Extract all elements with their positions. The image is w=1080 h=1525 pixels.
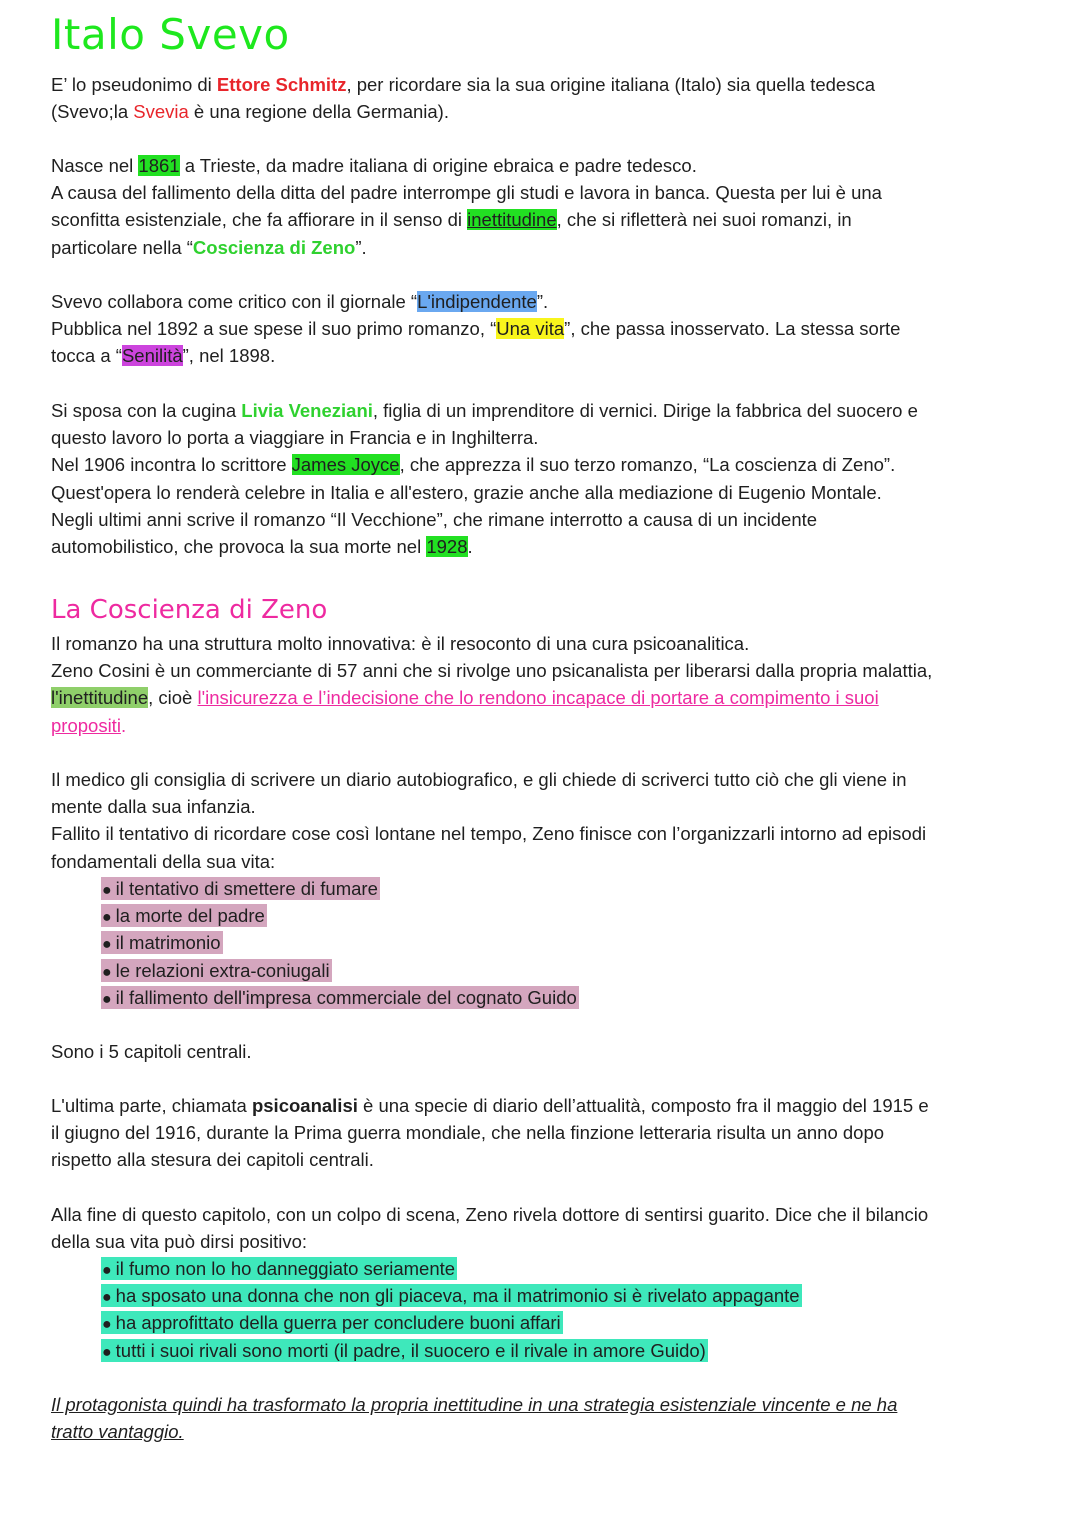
list-item: ● tutti i suoi rivali sono morti (il padre, il suocero e il rivale in amore Guido) <box>102 1339 706 1361</box>
wife-name: Livia Veneziani <box>241 400 373 421</box>
section-title: La Coscienza di Zeno <box>51 595 328 625</box>
intro-paragraph: E’ lo pseudonimo di Ettore Schmitz, per ricordare sia la sua origine italiana (Italo) sia quella tedesca (Svevo;la Svevia è una regione della Germania). <box>51 74 876 123</box>
chapters-note: Sono i 5 capitoli centrali. <box>51 1041 252 1062</box>
joyce-name: James Joyce <box>291 454 400 476</box>
bullet-icon: ● <box>102 1289 112 1307</box>
definition-text-end: propositi <box>51 714 121 736</box>
svevia-term: Svevia <box>133 101 189 123</box>
birth-year: 1861 <box>138 155 180 176</box>
bullet-icon: ● <box>102 909 112 927</box>
list-item: ● il tentativo di smettere di fumare <box>102 878 378 899</box>
page-title: Italo Svevo <box>51 10 290 59</box>
list-item: ● il fallimento dell'impresa commerciale del cognato Guido <box>102 986 577 1008</box>
novel-senilita: Senilità <box>121 345 183 367</box>
bullet-icon: ● <box>102 1262 112 1279</box>
episodes-list <box>101 875 579 1011</box>
list-item: ● il fumo non lo ho danneggiato seriamente <box>102 1258 456 1279</box>
life-paragraph: Si sposa con la cugina Livia Veneziani, figlia di un imprenditore di vernici. Dirige la fabbrica del suocero e questo lavoro lo porta a viaggiare in Francia e in Inghilterra. Nel 1906 incontra lo scrittore James Joyce, che apprezza il suo terzo romanzo, “La coscienza di Zeno”. Quest'opera lo renderà celebre in Italia e all'estero, grazie anche alla mediazione di Eugenio Montale. Negli ultimi anni scrive il romanzo “Il Vecchione”, che rimane interrotto a causa di un incidente automobilistico, che provoca la sua morte nel 1928. <box>51 400 918 557</box>
conclusion-paragraph: Il protagonista quindi ha trasformato la propria inettitudine in una strategia esistenziale vincente e ne ha tratto vantaggio. <box>51 1394 898 1443</box>
bullet-icon: ● <box>102 1343 112 1361</box>
structure-paragraph: Il romanzo ha una struttura molto innovativa: è il resoconto di una cura psicoanalitica. Zeno Cosini è un commerciante di 57 anni che si rivolge uno psicanalista per liberarsi dalla propria malattia, l'inettitudine, cioè l'insicurezza e l’indecisione che lo rendono incapace di portare a compimento i suoi propositi. <box>51 633 933 736</box>
inettitudine-highlight: l'inettitudine <box>51 687 149 709</box>
bullet-icon: ● <box>102 936 112 954</box>
ending-paragraph: Alla fine di questo capitolo, con un colpo di scena, Zeno rivela dottore di sentirsi guarito. Dice che il bilancio della sua vita può dirsi positivo: <box>51 1204 929 1253</box>
list-item: ● ha sposato una donna che non gli piaceva, ma il matrimonio si è rivelato appagante <box>102 1285 800 1307</box>
psicoanalisi-paragraph: L'ultima parte, chiamata psicoanalisi è una specie di diario dell’attualità, composto fra il maggio del 1915 e il giugno del 1916, durante la Prima guerra mondiale, che nella finzione letteraria risulta un anno dopo rispetto alla stesura dei capitoli centrali. <box>51 1095 929 1171</box>
real-name: Ettore Schmitz <box>216 74 347 95</box>
novel-una-vita: Una vita <box>496 318 565 340</box>
novel-title-zeno: Coscienza di Zeno <box>192 236 356 258</box>
bullet-icon: ● <box>102 963 112 981</box>
diary-paragraph: Il medico gli consiglia di scrivere un diario autobiografico, e gli chiede di scriverci tutto ciò che gli viene in mente dalla sua infanzia. Fallito il tentativo di ricordare cose così lontane nel tempo, Zeno finisce con l’organizzarli intorno ad episodi fondamentali della sua vita: <box>51 769 927 872</box>
bullet-icon: ● <box>102 990 112 1008</box>
newspaper-name: L'indipendente <box>417 291 537 312</box>
bullet-icon: ● <box>102 882 112 899</box>
birth-paragraph: Nasce nel 1861 a Trieste, da madre italiana di origine ebraica e padre tedesco. A causa del fallimento della ditta del padre interrompe gli studi e lavora in banca. Questa per lui è una sconfitta esistenziale, che fa affiorare in il senso di inettitudine, che si rifletterà nei suoi romanzi, in particolare nella “Coscienza di Zeno”. <box>51 155 882 258</box>
list-item: ● ha approfittato della guerra per concludere buoni affari <box>102 1312 561 1334</box>
list-item: ● il matrimonio <box>102 932 221 954</box>
definition-text: l'insicurezza e l’indecisione che lo rendono incapace di portare a compimento i suoi <box>197 687 879 709</box>
list-item: ● le relazioni extra-coniugali <box>102 959 330 981</box>
list-item: ● la morte del padre <box>102 905 265 927</box>
bullet-icon: ● <box>102 1316 112 1334</box>
inettitudine-term: inettitudine <box>467 209 557 231</box>
works-paragraph: Svevo collabora come critico con il giornale “L'indipendente”. Pubblica nel 1892 a sue spese il suo primo romanzo, “Una vita”, che passa inosservato. La stessa sorte tocca a “Senilità”, nel 1898. <box>51 291 901 367</box>
psicoanalisi-term: psicoanalisi <box>251 1095 358 1116</box>
death-year: 1928 <box>426 535 468 557</box>
outcomes-list <box>101 1255 802 1364</box>
